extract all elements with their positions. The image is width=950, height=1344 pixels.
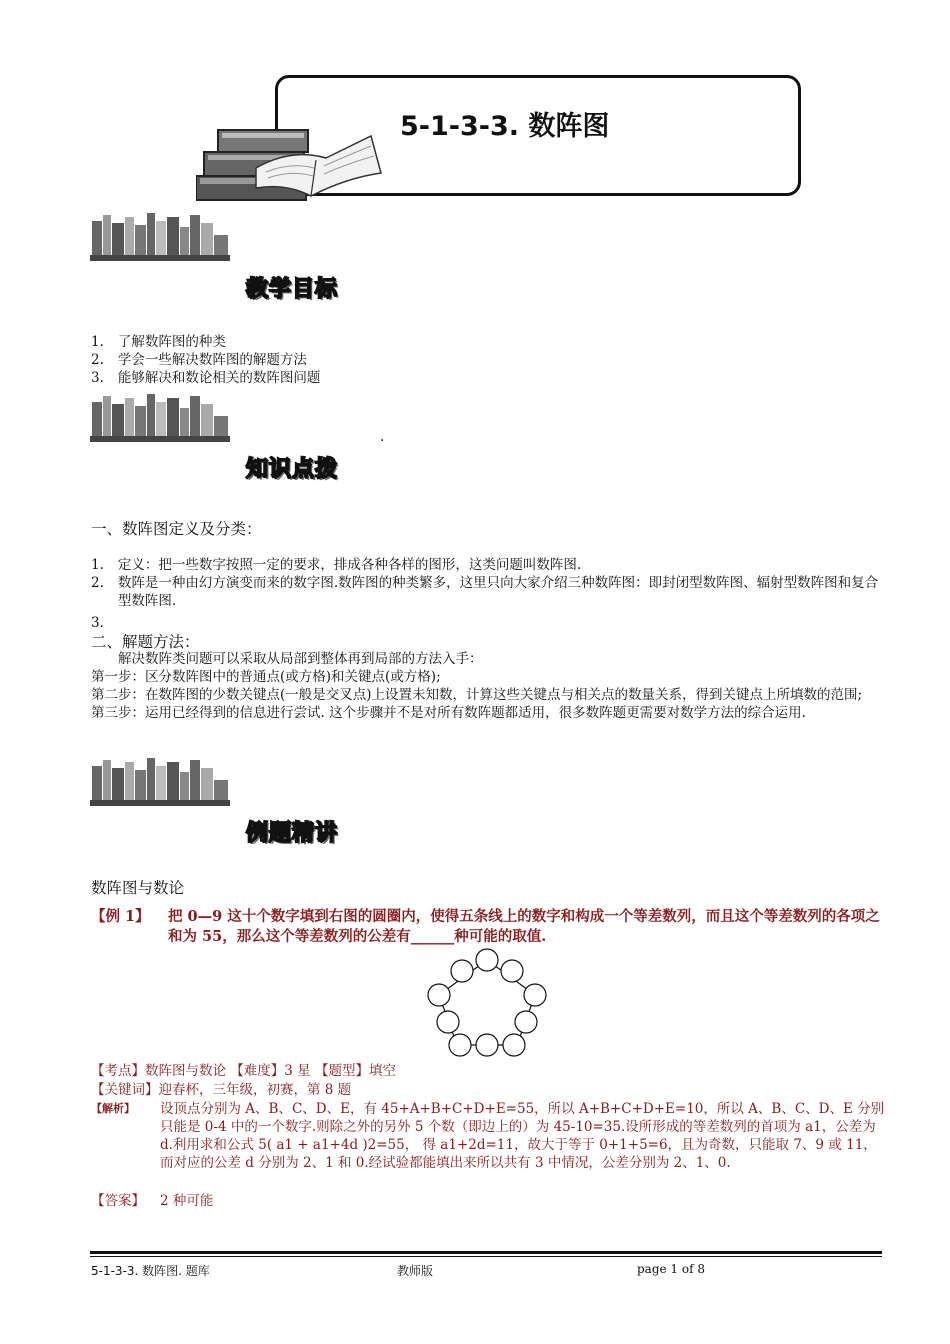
bookshelf-icon [90,756,235,808]
example-category: 数阵图与数论 [91,879,185,897]
footer-left: 5-1-3-3. 数阵图. 题库 [91,1264,210,1278]
part1-list [91,556,891,632]
example-question: 把 0—9 这十个数字填到右图的圆圈内，使得五条线上的数字和构成一个等差数列，而且这个等差数列的各项之和为 55，那么这个等差数列的公差有______种可能的取值. [168,908,880,945]
step-2: 第二步：在数阵图的少数关键点(一般是交叉点)上设置未知数，计算这些关键点与相关点的数量关系，得到关键点上所填数的范围; [91,687,863,703]
footer-page-number: page 1 of 8 [637,1262,705,1276]
section-badge-goals: 教学目标 [246,277,339,302]
example-label: 【例 1】 [91,908,150,925]
pentagon-circle-diagram [420,945,555,1060]
step-1: 第一步：区分数阵图中的普通点(或方格)和关键点(或方格); [91,669,441,685]
list-item: 2. 数阵是一种由幻方演变而来的数字图.数阵图的种类繁多，这里只向大家介绍三种数阵图：即封闭型数阵图、辐射型数阵图和复合型数阵图. [91,575,879,609]
books-icon [196,128,386,208]
analysis-label: 【解析】 [91,1102,135,1115]
footer-rule [90,1251,882,1254]
list-item: 3. [91,615,104,631]
list-item: 1. 定义：把一些数字按照一定的要求，排成各种各样的图形，这类问题叫数阵图. [91,557,582,573]
analysis-text: 设顶点分别为 A、B、C、D、E，有 45+A+B+C+D+E=55，所以 A+B+C+D+E=10，所以 A、B、C、D、E 分别只能是 0-4 中的一个数字.则除之外的另外 5 个数（即边上的）为 45-10=35.设所形成的等差数列的首项为 a1，公差为 d.利用求和公式 5( a1 + a1+4d )2=55， 得 a1+2d=11，故大于等于 0+1+5=6，且为奇数，只能取 7、9 或 11，而对应的公差 d 分别为 2、1 和 0.经试验都能填出来所以共有 3 中情况，公差分别为 2、1、0. [160,1101,885,1171]
footer-center: 教师版 [397,1264,434,1278]
goals-list [91,333,320,387]
part2-heading: 二、解题方法： [91,633,200,651]
stray-dot: . [380,429,385,445]
bookshelf-icon [90,211,235,263]
section-badge-examples: 例题精讲 [246,821,339,846]
footer-rule-thin [90,1256,882,1257]
list-item: 1. 了解数阵图的种类 [91,334,226,350]
page-title: 5-1-3-3. 数阵图 [400,111,610,142]
example-meta-1: 【考点】数阵图与数论 【难度】3 星 【题型】填空 [91,1063,396,1079]
section-badge-knowledge: 知识点拨 [246,457,339,482]
answer-text: 2 种可能 [160,1193,214,1209]
bookshelf-icon [90,392,235,444]
example-meta-2: 【关键词】迎春杯，三年级，初赛，第 8 题 [91,1082,352,1098]
part2-intro: 解决数阵类问题可以采取从局部到整体再到局部的方法入手： [118,651,483,667]
part2-body [91,650,886,722]
list-item: 3. 能够解决和数论相关的数阵图问题 [91,370,321,386]
step-3: 第三步：运用已经得到的信息进行尝试. 这个步骤并不是对所有数阵题都适用，很多数阵题更需要对数学方法的综合运用. [91,705,806,721]
answer-label: 【答案】 [91,1193,145,1209]
part1-heading: 一、数阵图定义及分类： [91,520,262,538]
list-item: 2. 学会一些解决数阵图的解题方法 [91,352,307,368]
